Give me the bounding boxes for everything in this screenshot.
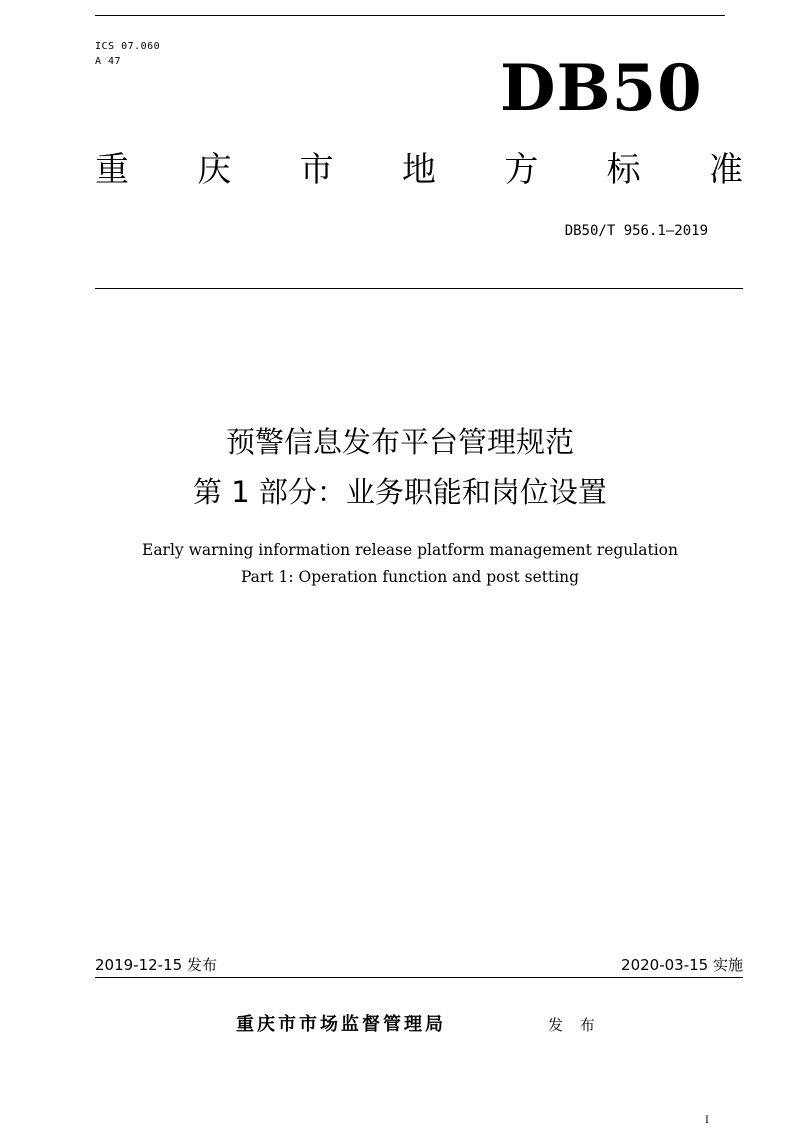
release-date: 2019-12-15 发布 <box>95 956 217 974</box>
standard-logo: DB50 <box>500 51 703 126</box>
title-en-line2: Part 1: Operation function and post setting <box>240 568 580 586</box>
footer-divider <box>95 977 743 978</box>
standard-type-heading <box>95 148 743 192</box>
standard-type-char: 方 <box>504 150 539 190</box>
standard-type-char: 标 <box>606 150 641 190</box>
implement-date: 2020-03-15 实施 <box>621 956 743 974</box>
title-en-line1: Early warning information release platform management regulation <box>142 541 678 559</box>
ics-code: ICS 07.060 <box>95 41 161 52</box>
page-number: I <box>705 1115 709 1126</box>
standard-type-char: 地 <box>401 150 436 190</box>
header-divider <box>95 288 743 289</box>
standard-type-char: 重 <box>95 150 129 190</box>
title-zh-line2: 第 1 部分：业务职能和岗位设置 <box>193 475 607 509</box>
standard-number: DB50/T 956.1—2019 <box>564 223 708 239</box>
standard-type-char: 准 <box>708 150 743 190</box>
title-zh-line1: 预警信息发布平台管理规范 <box>225 425 574 459</box>
standard-type-char: 庆 <box>197 150 232 190</box>
top-rule <box>95 15 725 16</box>
standard-type-char: 市 <box>299 150 334 190</box>
issuer-org: 重庆市市场监督管理局 <box>236 1014 446 1035</box>
issuer-verb: 发 布 <box>548 1016 601 1034</box>
ccs-code: A 47 <box>95 56 122 67</box>
